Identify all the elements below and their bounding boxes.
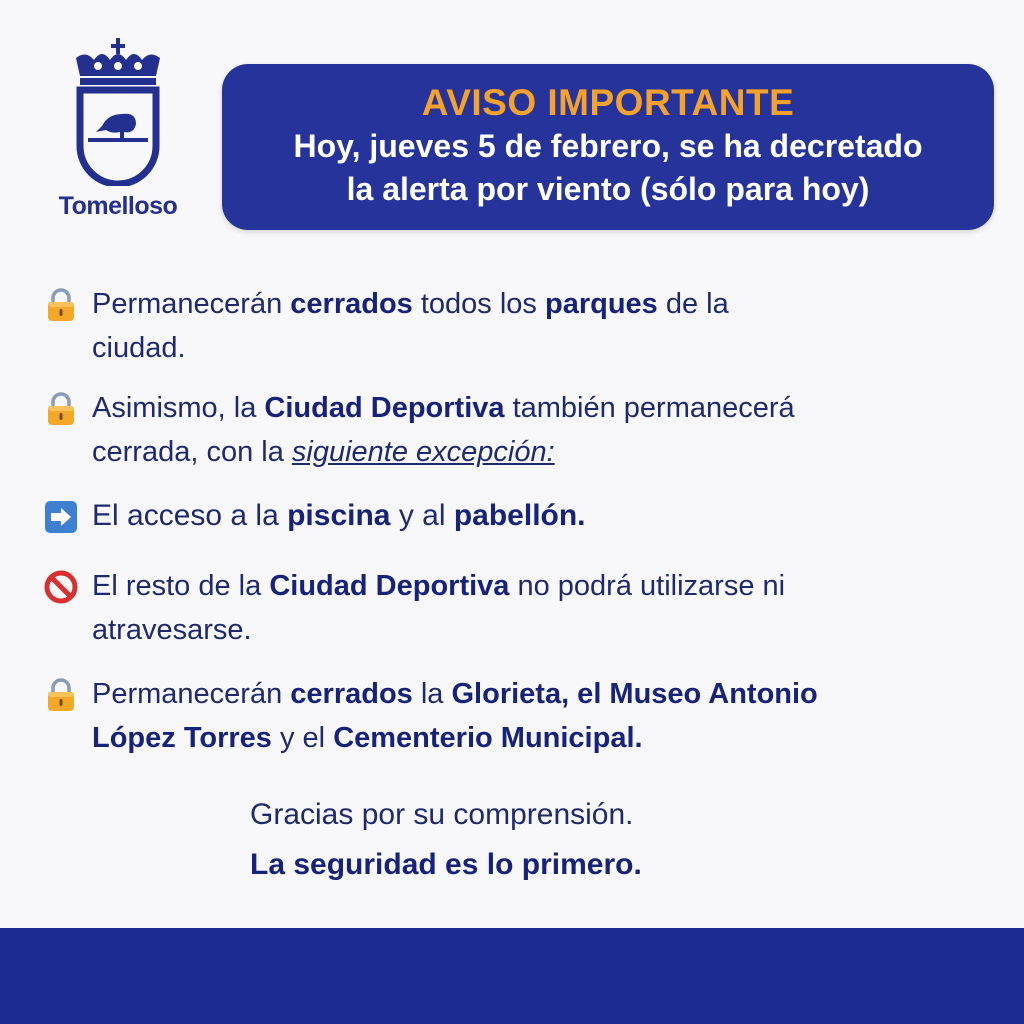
banner-line-2: la alerta por viento (sólo para hoy) <box>346 171 870 207</box>
text-underlined: siguiente excepción: <box>291 436 555 468</box>
text: atravesarse. <box>92 614 252 646</box>
text-bold: Glorieta, el Museo Antonio <box>451 678 818 710</box>
notice-item-venues <box>44 672 1004 760</box>
notice-item-sports-city <box>44 386 1004 474</box>
safety-text: La seguridad es lo primero. <box>250 848 642 881</box>
footer-bar <box>0 928 1024 1024</box>
prohibited-icon <box>44 570 78 604</box>
logo-text: Tomelloso <box>58 192 178 220</box>
text: El resto de la <box>92 570 270 602</box>
text-bold: cerrados <box>290 678 413 710</box>
notice-item-rest <box>44 564 1004 652</box>
text: Permanecerán <box>92 288 291 320</box>
alert-banner <box>222 64 994 230</box>
text: de la <box>657 288 729 320</box>
text-bold: piscina <box>287 499 391 532</box>
text: ciudad. <box>92 332 186 364</box>
thanks-text: Gracias por su comprensión. <box>250 798 634 831</box>
text: Asimismo, la <box>92 392 265 424</box>
text-bold: López Torres <box>92 722 272 754</box>
text: no podrá utilizarse ni <box>509 570 786 602</box>
right-arrow-icon <box>44 500 78 534</box>
text-bold: Cementerio Municipal. <box>333 722 643 754</box>
text: todos los <box>412 288 545 320</box>
text-bold: pabellón. <box>453 499 586 532</box>
lock-icon <box>44 288 78 322</box>
closing-message <box>250 790 642 890</box>
text-bold: cerrados <box>290 288 413 320</box>
text: también permanecerá <box>504 392 795 424</box>
notice-item-parks <box>44 282 1004 370</box>
lock-icon <box>44 392 78 426</box>
text: Permanecerán <box>92 678 291 710</box>
banner-title: AVISO IMPORTANTE <box>421 82 795 123</box>
text-bold: Ciudad Deportiva <box>264 392 505 424</box>
text: y al <box>390 499 454 532</box>
text: El acceso a la <box>92 499 288 532</box>
lock-icon <box>44 678 78 712</box>
logo <box>38 36 198 221</box>
text-bold: Ciudad Deportiva <box>269 570 510 602</box>
coat-of-arms-icon <box>72 36 164 186</box>
text: y el <box>271 722 334 754</box>
text-bold: parques <box>544 288 658 320</box>
text: la <box>412 678 452 710</box>
banner-line-1: Hoy, jueves 5 de febrero, se ha decretado <box>293 128 923 164</box>
text: cerrada, con la <box>92 436 292 468</box>
notice-item-exception <box>44 494 1004 538</box>
